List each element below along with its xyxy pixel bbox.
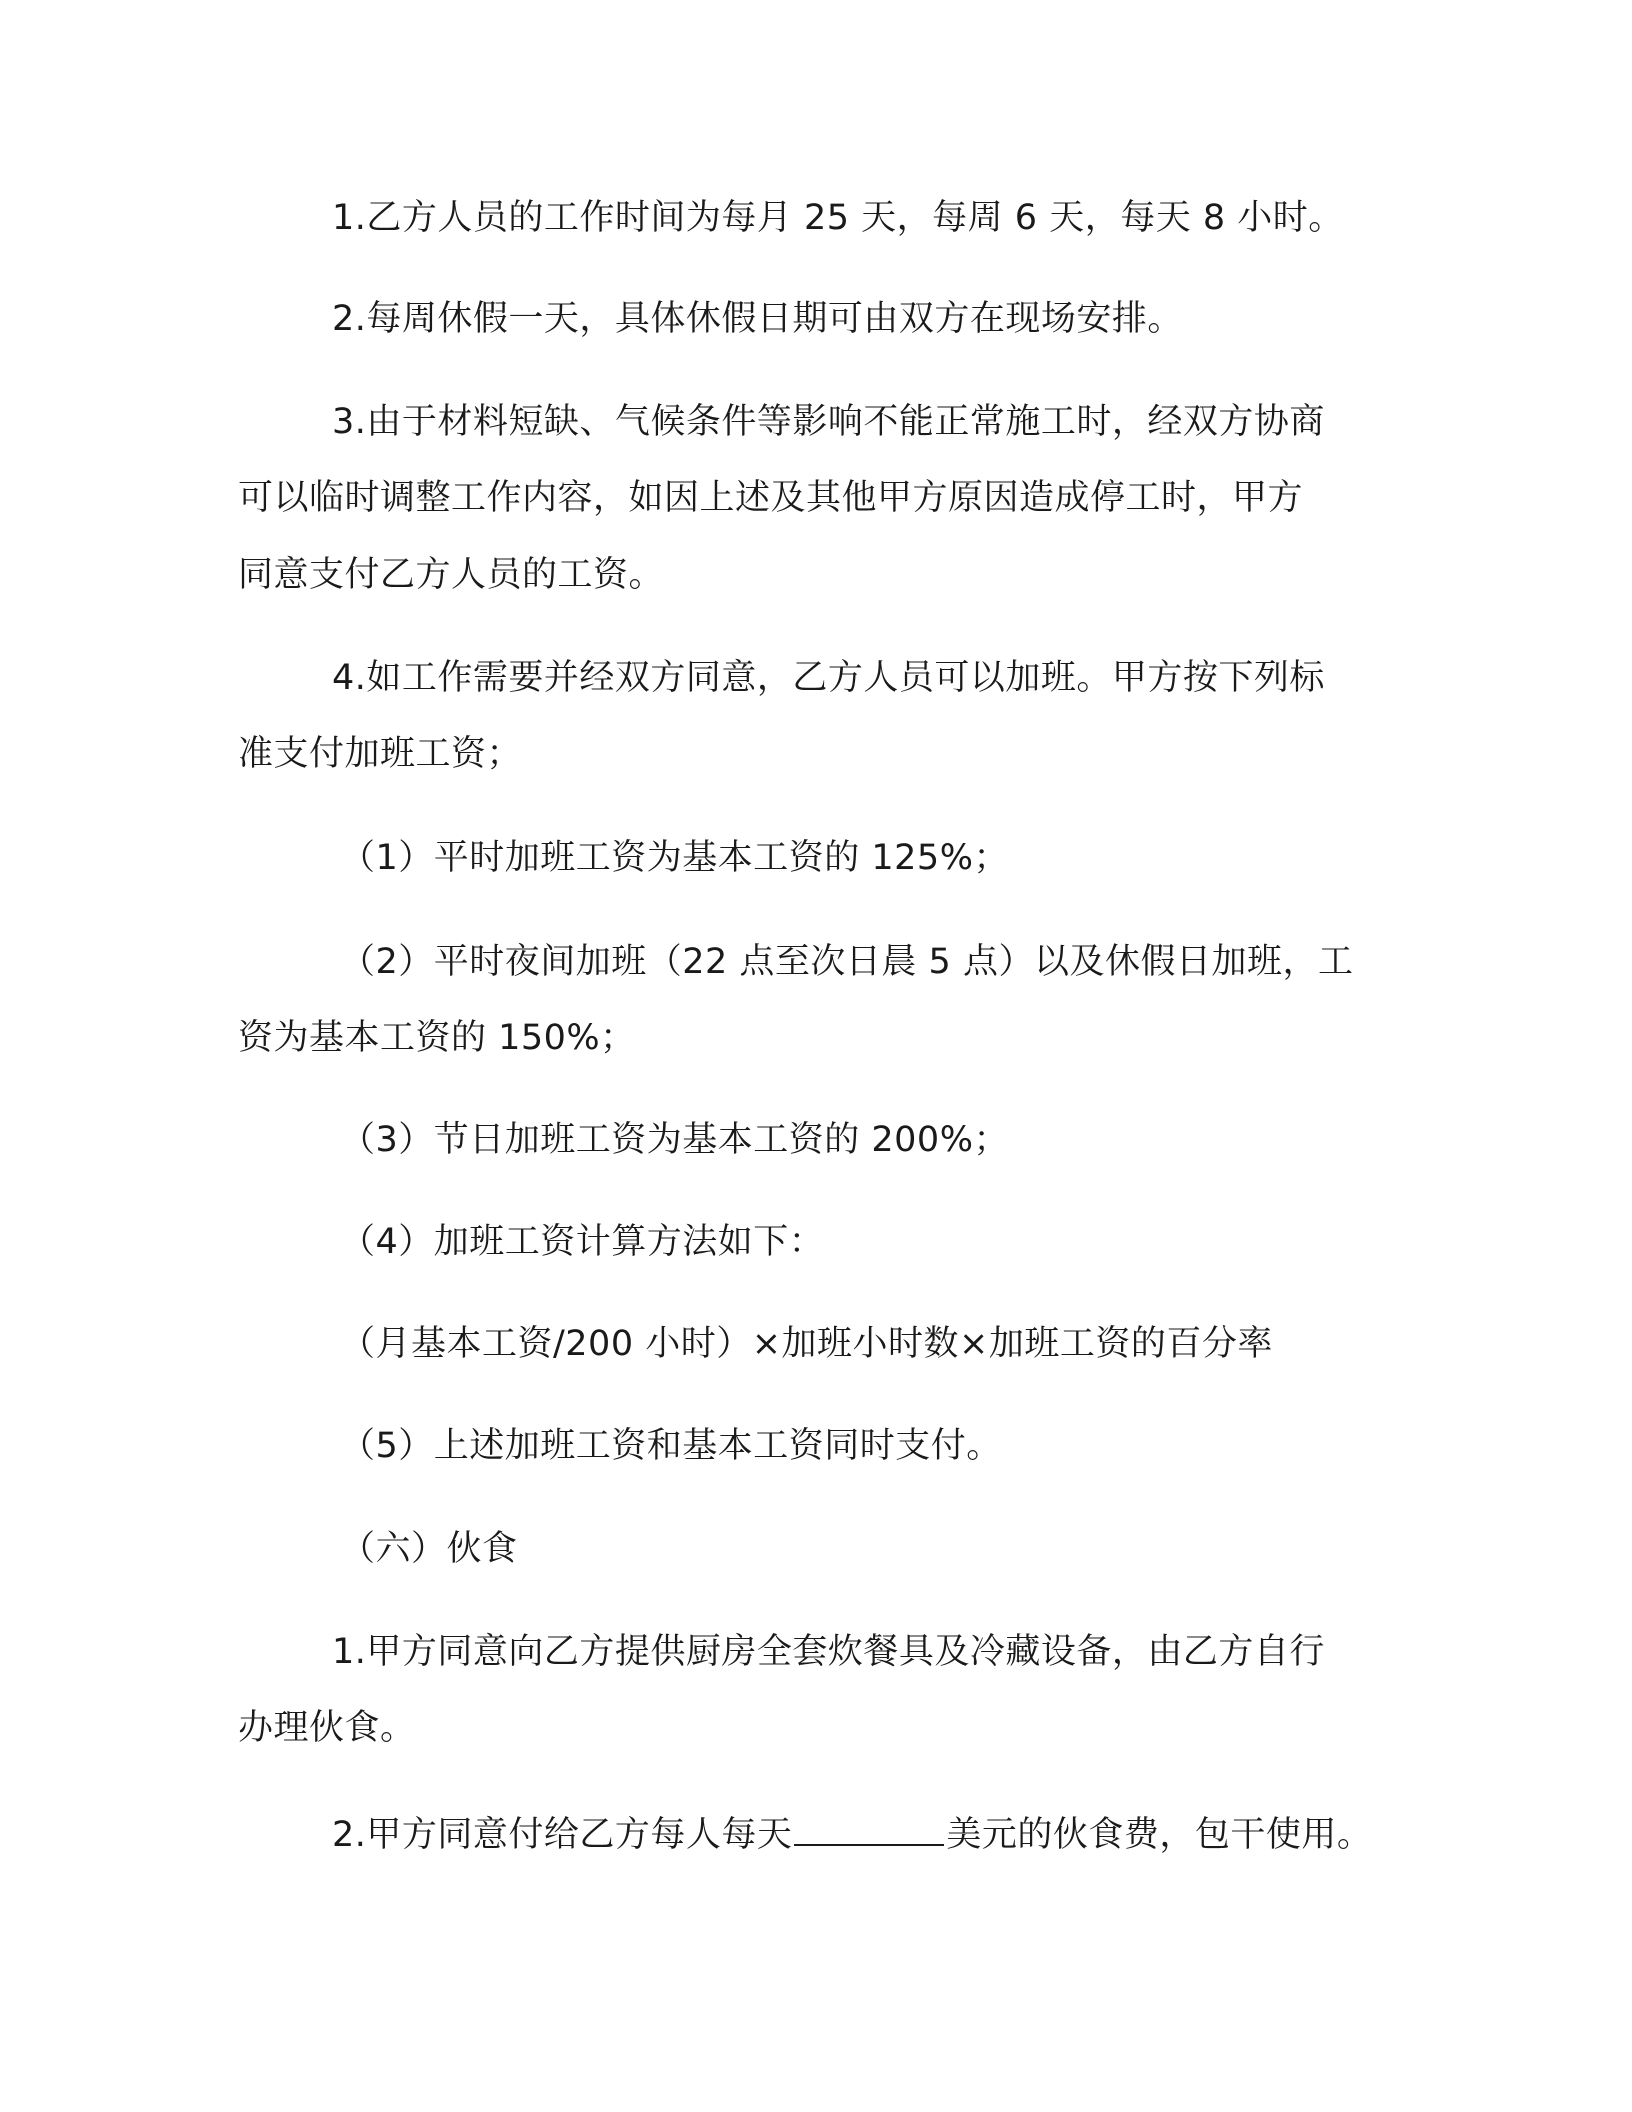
paragraph-line: 办理伙食。	[238, 1708, 416, 1748]
paragraph-line: （3）节日加班工资为基本工资的 200%；	[340, 1120, 1009, 1160]
paragraph-line: 2.每周休假一天，具体休假日期可由双方在现场安排。	[332, 299, 1183, 339]
paragraph-line: 准支付加班工资；	[238, 734, 523, 774]
paragraph-line: 资为基本工资的 150%；	[238, 1018, 636, 1058]
paragraph-line: （4）加班工资计算方法如下：	[340, 1222, 825, 1262]
paragraph-line: （1）平时加班工资为基本工资的 125%；	[340, 838, 1009, 878]
paragraph-line: 1.甲方同意向乙方提供厨房全套炊餐具及冷藏设备，由乙方自行	[332, 1632, 1325, 1672]
fill-in-blank[interactable]	[794, 1808, 944, 1846]
paragraph-line: 1.乙方人员的工作时间为每月 25 天，每周 6 天，每天 8 小时。	[332, 198, 1344, 238]
line-text-before-blank: 2.甲方同意付给乙方每人每天	[332, 1815, 793, 1855]
paragraph-line: 4.如工作需要并经双方同意，乙方人员可以加班。甲方按下列标	[332, 658, 1325, 698]
line-text-after-blank: 美元的伙食费，包干使用。	[946, 1815, 1373, 1855]
paragraph-line: 3.由于材料短缺、气候条件等影响不能正常施工时，经双方协商	[332, 402, 1325, 442]
paragraph-line: （2）平时夜间加班（22 点至次日晨 5 点）以及休假日加班，工	[340, 942, 1354, 982]
paragraph-line: 同意支付乙方人员的工资。	[238, 555, 665, 595]
paragraph-line-with-blank	[332, 1808, 1492, 1857]
paragraph-line: （月基本工资/200 小时）×加班小时数×加班工资的百分率	[340, 1324, 1273, 1364]
section-heading: （六）伙食	[340, 1529, 518, 1569]
paragraph-line: （5）上述加班工资和基本工资同时支付。	[340, 1426, 1002, 1466]
paragraph-line: 可以临时调整工作内容，如因上述及其他甲方原因造成停工时，甲方	[238, 478, 1304, 518]
